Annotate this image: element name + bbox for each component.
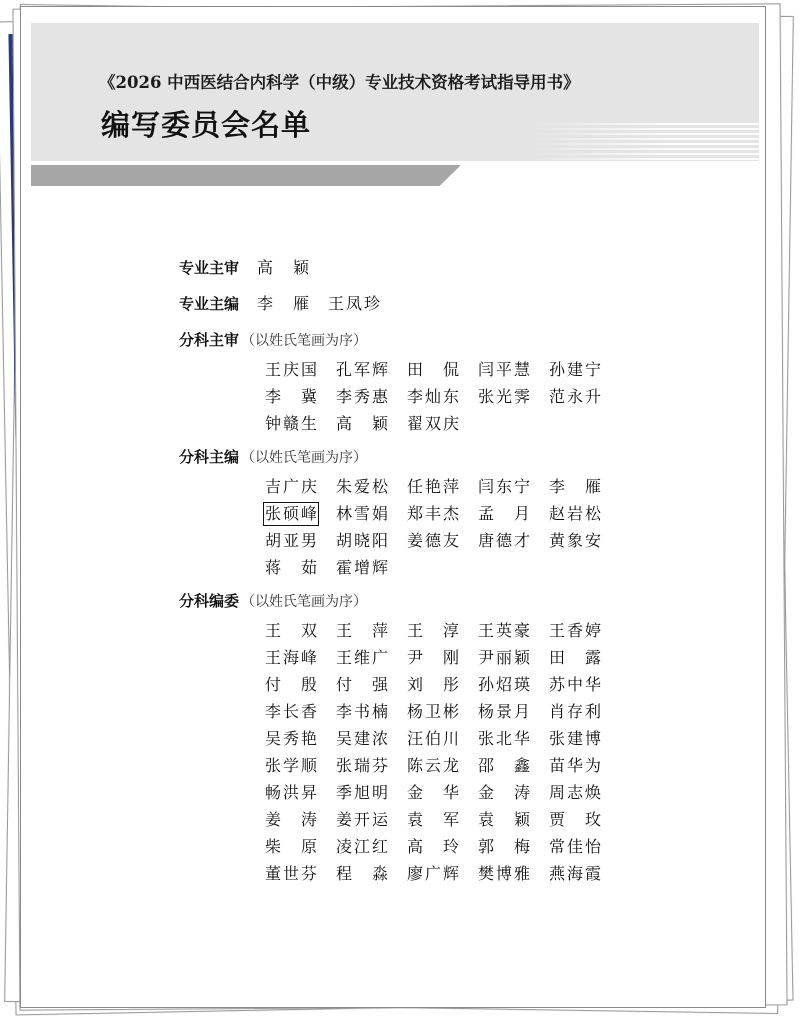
member-name: 柴 原 [265, 836, 317, 856]
member-name: 郑丰杰 [407, 503, 459, 523]
member-name: 王海峰 [265, 647, 317, 667]
member-name: 贾 玫 [549, 809, 601, 829]
member-name: 付 强 [336, 674, 388, 694]
member-name: 程 淼 [336, 863, 388, 883]
member-name: 陈云龙 [407, 755, 459, 775]
role-label: 分科主编 [179, 448, 240, 466]
member-name: 钟赣生 [265, 413, 317, 433]
member-name: 燕海霞 [549, 863, 601, 883]
member-name: 高 玲 [407, 836, 459, 856]
member-name: 金 涛 [478, 782, 530, 802]
member-name: 张学顺 [265, 755, 317, 775]
member-name: 汪伯川 [407, 728, 459, 748]
member-name: 杨卫彬 [407, 701, 459, 721]
member-name: 张瑞芬 [336, 755, 388, 775]
member-name: 蒋 茹 [265, 557, 317, 577]
committee-list [179, 257, 619, 896]
member-name: 唐德才 [478, 530, 530, 550]
member-name: 尹丽颖 [478, 647, 530, 667]
member-name: 王香婷 [549, 620, 601, 640]
member-name: 金 华 [407, 782, 459, 802]
member-name: 樊博雅 [478, 863, 530, 883]
member-name: 尹 刚 [407, 647, 459, 667]
member-name: 邵 鑫 [478, 755, 530, 775]
role-label: 专业主编 [179, 295, 240, 313]
member-name: 吴建浓 [336, 728, 388, 748]
member-name: 张光霁 [478, 386, 530, 406]
member-name: 赵岩松 [549, 503, 601, 523]
member-name: 廖广辉 [407, 863, 459, 883]
member-name: 董世芬 [265, 863, 317, 883]
member-name: 凌江红 [336, 836, 388, 856]
member-name: 姜德友 [407, 530, 459, 550]
member-name: 姜 涛 [265, 809, 317, 829]
header-stripes [529, 123, 759, 161]
member-name: 林雪娟 [336, 503, 388, 523]
member-name: 周志焕 [549, 782, 601, 802]
member-name: 王 萍 [336, 620, 388, 640]
member-name: 畅洪昇 [265, 782, 317, 802]
member-name: 刘 彤 [407, 674, 459, 694]
member-name: 闫平慧 [478, 359, 530, 379]
member-name: 张北华 [478, 728, 530, 748]
page-title: 编写委员会名单 [101, 108, 312, 142]
member-name: 孔军辉 [336, 359, 388, 379]
member-name: 李书楠 [336, 701, 388, 721]
ordering-note: （以姓氏笔画为序） [241, 450, 368, 466]
member-name: 常佳怡 [549, 836, 601, 856]
member-name: 高 颖 [336, 413, 388, 433]
member-name: 李秀惠 [336, 386, 388, 406]
document-page [20, 6, 766, 1008]
member-name: 胡晓阳 [336, 530, 388, 550]
member-name: 王 双 [265, 620, 317, 640]
member-name: 田 露 [549, 647, 601, 667]
member-name: 吉广庆 [265, 476, 317, 496]
member-name: 霍增辉 [336, 557, 388, 577]
member-name: 李 雁 [257, 294, 310, 313]
role-label: 分科主审 [179, 331, 240, 349]
member-name: 李长香 [265, 701, 317, 721]
role-label: 专业主审 [179, 259, 240, 277]
member-name: 季旭明 [336, 782, 388, 802]
section-subject-editors [179, 446, 619, 581]
member-name: 李 冀 [265, 386, 317, 406]
member-name: 王庆国 [265, 359, 317, 379]
book-title: 《2026 中西医结合内科学（中级）专业技术资格考试指导用书》 [99, 73, 580, 92]
member-name: 张建博 [549, 728, 601, 748]
member-name: 任艳萍 [407, 476, 459, 496]
section-subject-committee [179, 590, 619, 887]
member-name: 李 雁 [549, 476, 601, 496]
member-name-boxed: 张硕峰 [265, 503, 317, 523]
member-name: 王 淳 [407, 620, 459, 640]
member-name: 黄象安 [549, 530, 601, 550]
member-name: 王维广 [336, 647, 388, 667]
member-name: 胡亚男 [265, 530, 317, 550]
member-name: 王凤珍 [328, 294, 381, 313]
member-name: 翟双庆 [407, 413, 459, 433]
section-chief-editor [179, 293, 619, 320]
member-name: 李灿东 [407, 386, 459, 406]
member-name: 袁 军 [407, 809, 459, 829]
section-subject-reviewers [179, 329, 619, 437]
member-name: 朱爱松 [336, 476, 388, 496]
ordering-note: （以姓氏笔画为序） [241, 333, 368, 349]
header-accent-bar [31, 165, 461, 186]
role-label: 分科编委 [179, 592, 240, 610]
member-name: 杨景月 [478, 701, 530, 721]
member-name: 王英豪 [478, 620, 530, 640]
member-name: 吴秀艳 [265, 728, 317, 748]
member-name: 孙建宁 [549, 359, 601, 379]
member-name: 孟 月 [478, 503, 530, 523]
section-chief-reviewer [179, 257, 619, 284]
member-name: 范永升 [549, 386, 601, 406]
names-grid [265, 617, 619, 887]
member-name: 付 殷 [265, 674, 317, 694]
member-name: 肖存利 [549, 701, 601, 721]
ordering-note: （以姓氏笔画为序） [241, 594, 368, 610]
member-name: 姜开运 [336, 809, 388, 829]
member-name: 苏中华 [549, 674, 601, 694]
member-name: 闫东宁 [478, 476, 530, 496]
member-name: 苗华为 [549, 755, 601, 775]
member-name: 高 颖 [257, 258, 310, 277]
member-name: 袁 颖 [478, 809, 530, 829]
member-name: 孙炤瑛 [478, 674, 530, 694]
member-name: 郭 梅 [478, 836, 530, 856]
member-name: 田 侃 [407, 359, 459, 379]
names-grid [265, 473, 619, 581]
names-grid [265, 356, 619, 437]
